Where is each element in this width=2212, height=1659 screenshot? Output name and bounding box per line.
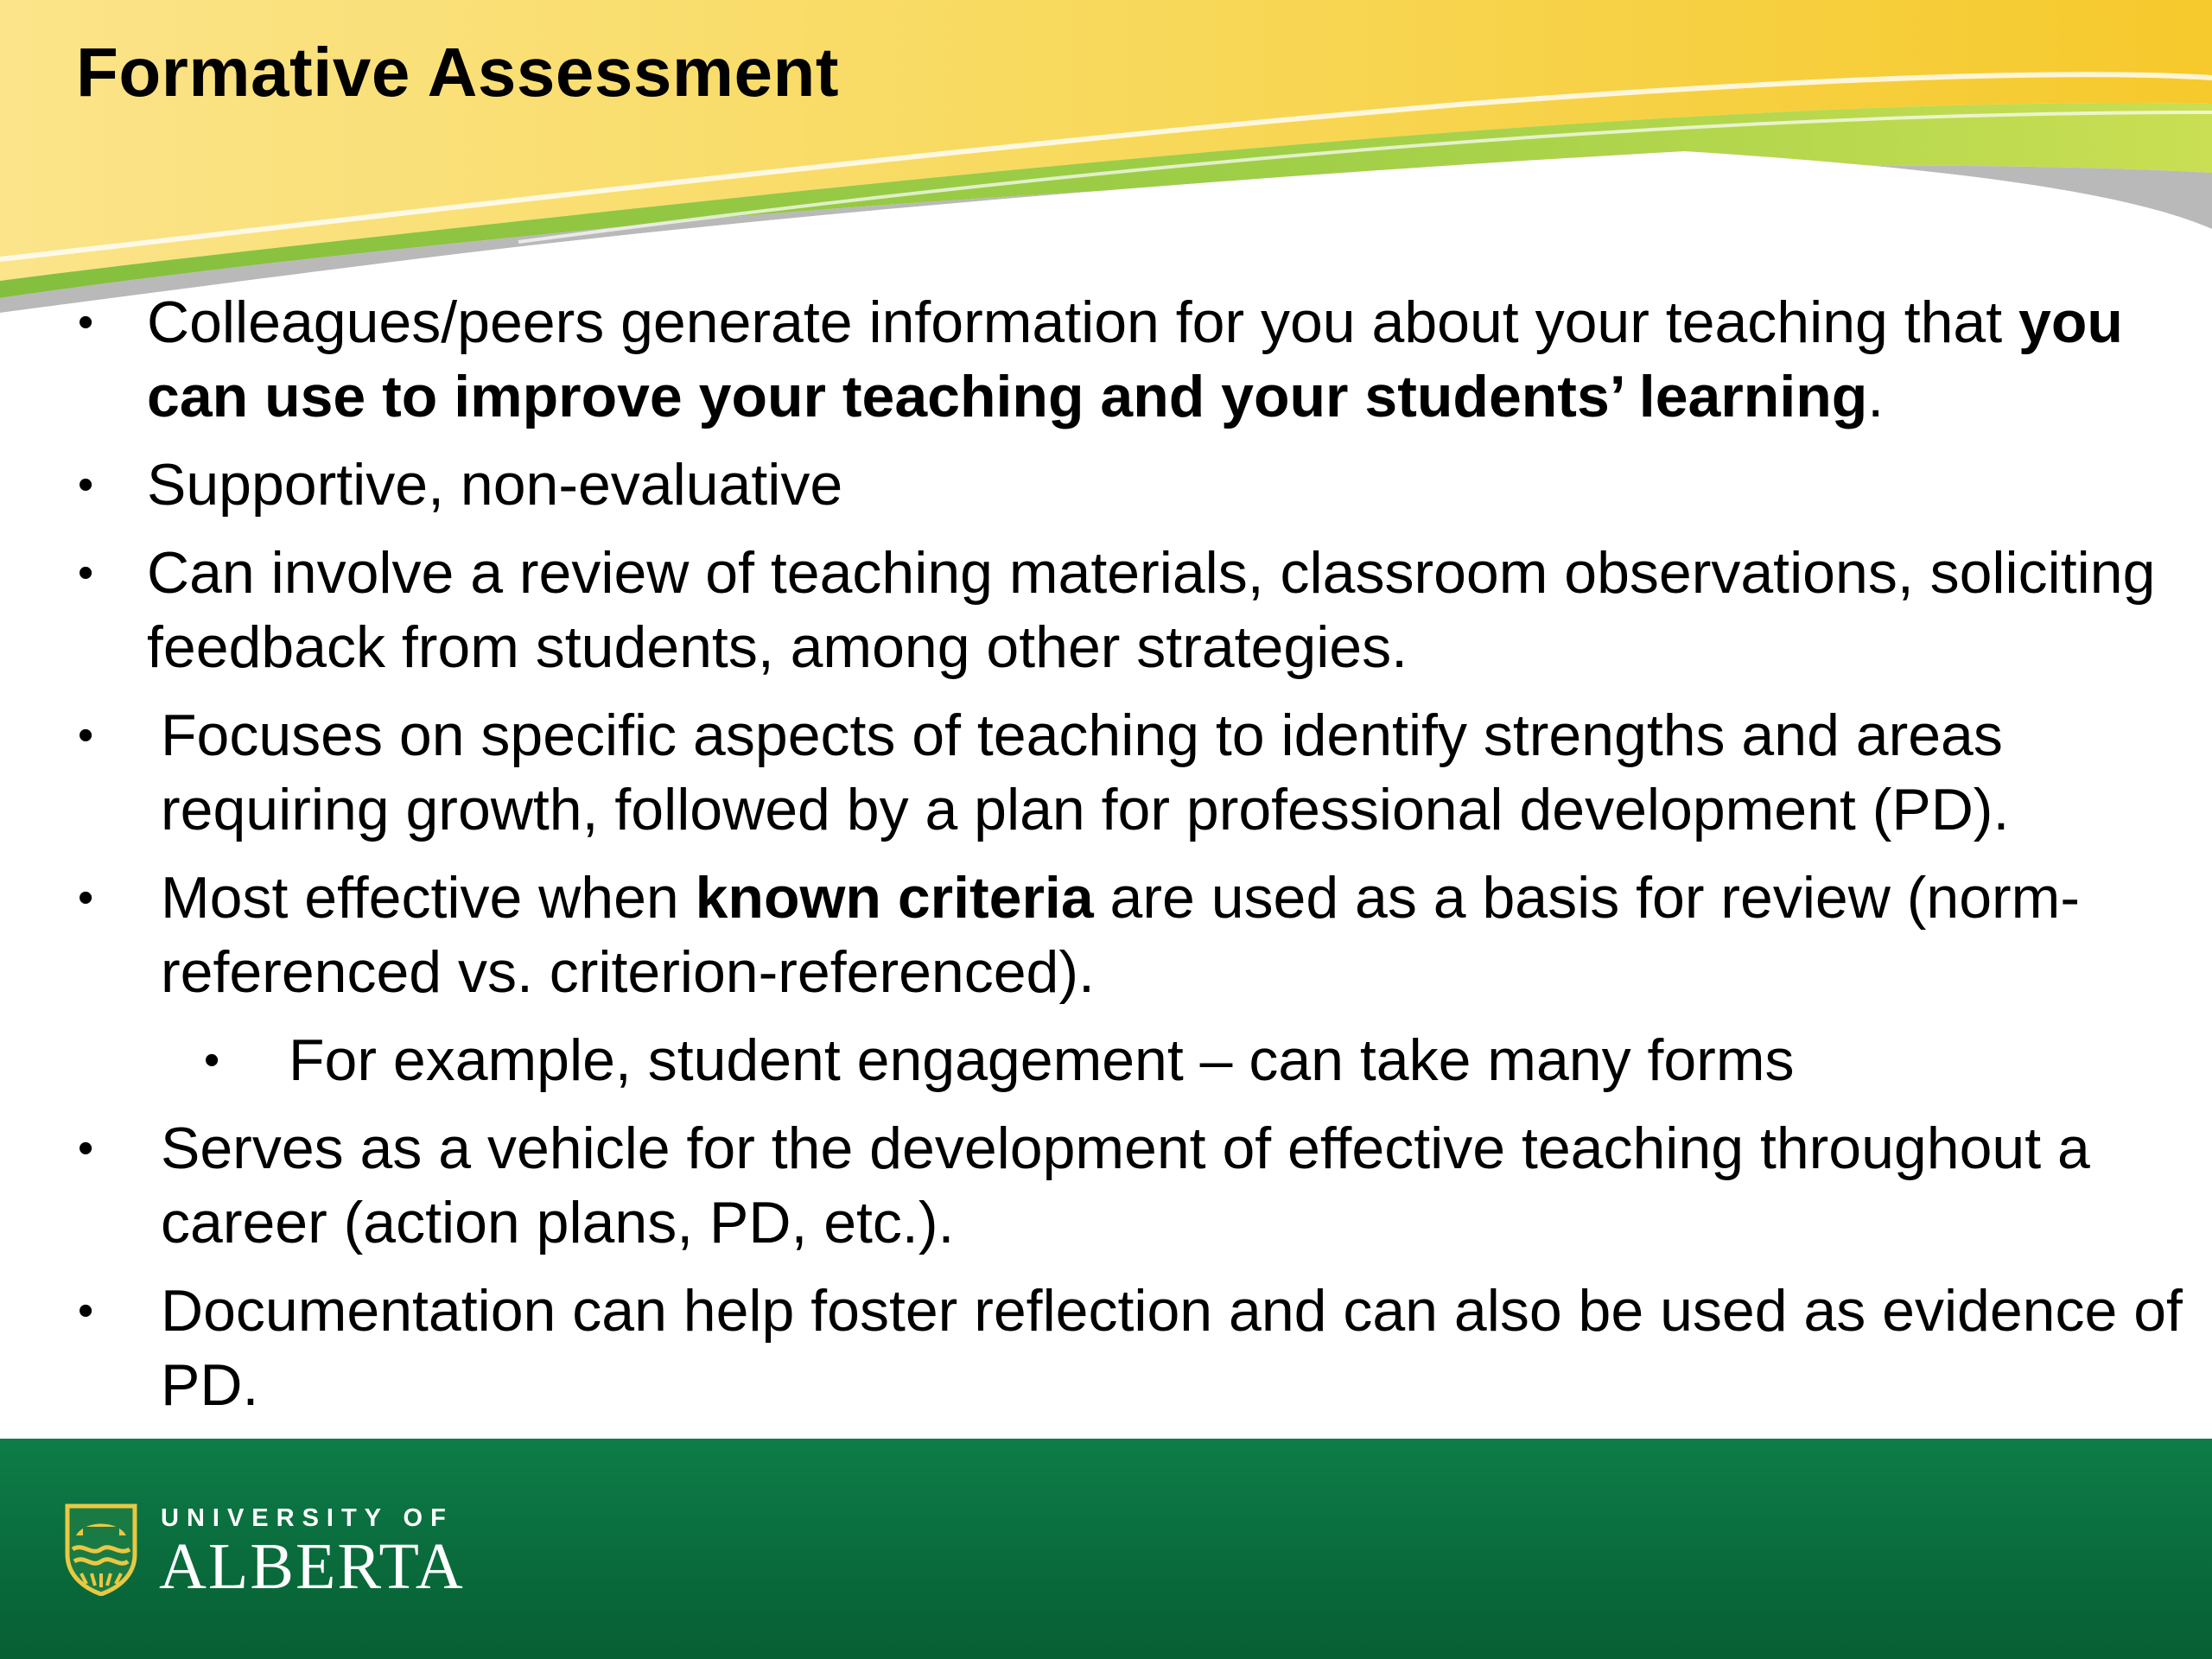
bullet-item [0, 1111, 2212, 1260]
bullet-text: Serves as a vehicle for the development of effective teaching throughout a career (action plans, PD, etc.). [161, 1116, 2090, 1255]
bullet-item [0, 536, 2212, 684]
bullet-text [161, 861, 2183, 1009]
bullet-bold-run: you can use to improve your teaching and your students’ learning [147, 289, 2123, 429]
bullet-item [0, 285, 2212, 434]
logo-university-of-text: UNIVERSITY OF [161, 1504, 454, 1532]
bullet-text-run: Most effective when [161, 865, 696, 931]
bullet-marker: • [78, 873, 94, 923]
bullet-marker: • [78, 1286, 94, 1336]
bullet-list [0, 285, 2212, 1436]
bullet-text: For example, student engagement – can take many forms [289, 1027, 1795, 1093]
bullet-text-run: are used as a basis for review (norm-referenced vs. criterion-referenced). [161, 865, 2080, 1005]
bullet-marker: • [78, 1123, 94, 1173]
bullet-item [0, 698, 2212, 847]
bullet-marker: • [78, 710, 94, 760]
sub-bullet-item [0, 1023, 2212, 1097]
bullet-text: Supportive, non-evaluative [147, 452, 843, 518]
footer-bar [0, 1439, 2212, 1659]
bullet-item [0, 1274, 2212, 1422]
bullet-text [147, 285, 2186, 434]
bullet-item [0, 861, 2212, 1009]
slide-title: Formative Assessment [76, 34, 839, 111]
bullet-bold-run: known criteria [695, 865, 1094, 931]
bullet-text: Can involve a review of teaching materials, classroom observations, soliciting feedback from students, among other strategies. [147, 540, 2156, 680]
bullet-marker: • [78, 460, 94, 510]
bullet-marker: • [78, 548, 94, 598]
bullet-text-run: Colleagues/peers generate information for you about your teaching that [147, 289, 2019, 355]
bullet-text: Focuses on specific aspects of teaching to identify strengths and areas requiring growth, followed by a plan for professional development (PD). [161, 702, 2010, 842]
logo-alberta-text: ALBERTA [159, 1530, 465, 1603]
bullet-text-run: . [1867, 364, 1885, 429]
university-crest-icon [64, 1501, 138, 1596]
bullet-marker: • [78, 297, 94, 347]
bullet-text: Documentation can help foster reflection and can also be used as evidence of PD. [161, 1278, 2183, 1418]
bullet-marker: • [204, 1035, 220, 1085]
university-logo [64, 1501, 465, 1605]
bullet-item [0, 448, 2212, 522]
